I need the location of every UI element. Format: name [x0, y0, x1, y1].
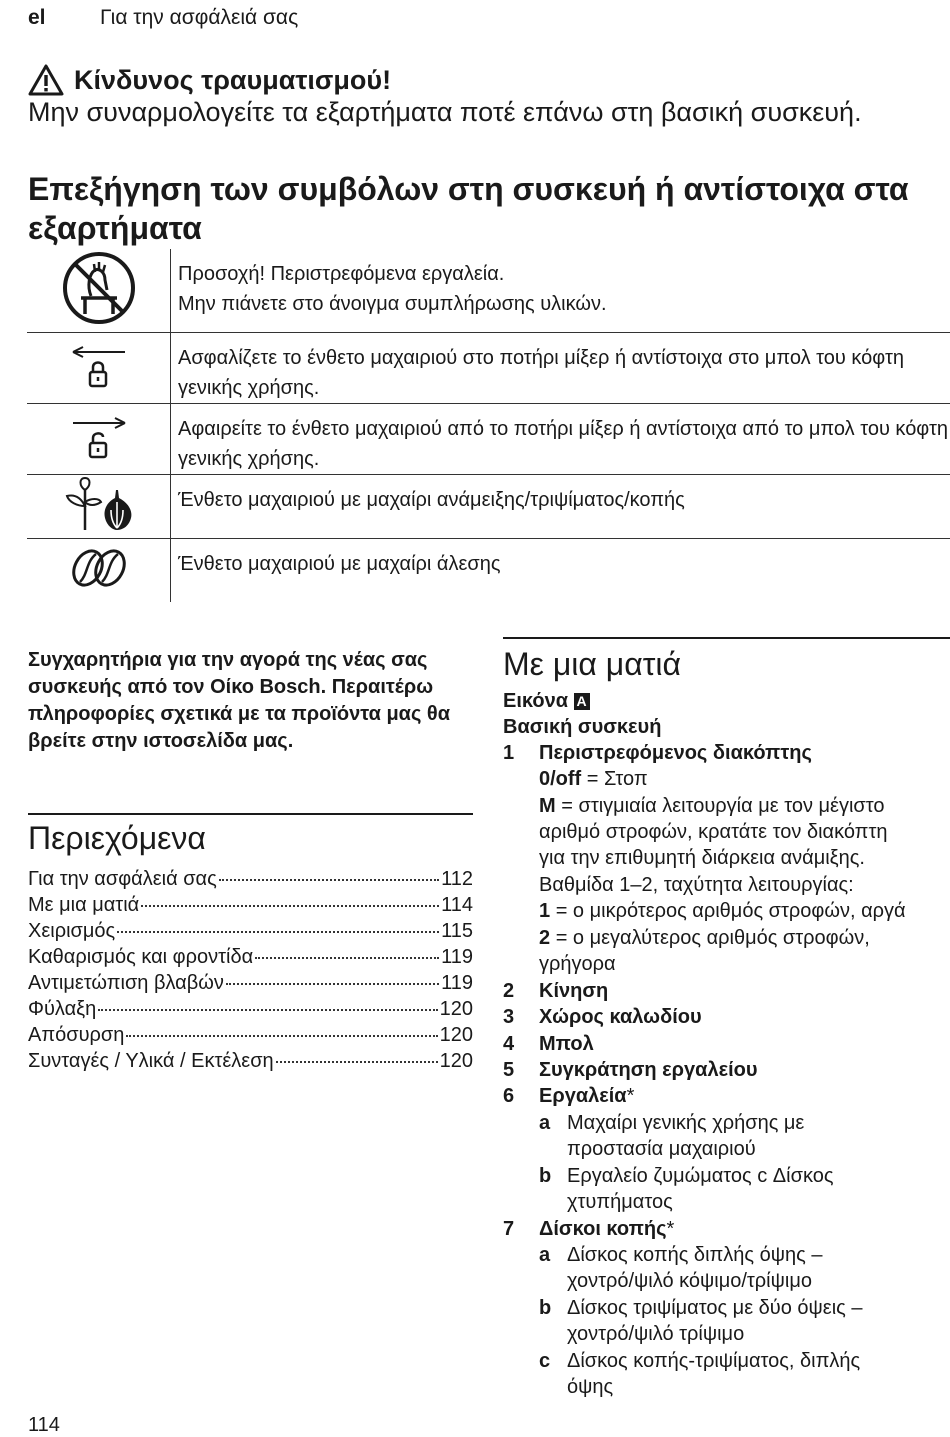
text-line: αριθμό στροφών, κρατάτε τον διακόπτη: [539, 819, 888, 845]
toc-item[interactable]: [28, 998, 473, 1021]
symbols-section-title: Επεξήγηση των συμβόλων στη συσκευή ή αντίστοιχα στα εξαρτήματα: [28, 170, 943, 248]
symbol-description: [171, 249, 950, 332]
divider: [503, 637, 950, 639]
warning-title: Κίνδυνος τραυματισμού!: [74, 64, 391, 96]
toc-leader: [219, 879, 439, 881]
toc-page: 120: [440, 1050, 473, 1073]
sub-item-text: προστασία μαχαιριού: [567, 1136, 756, 1162]
item-label: Περιστρεφόμενος διακόπτης: [539, 740, 812, 766]
text-line: για την επιθυμητή διάρκεια ανάμιξης.: [539, 845, 865, 871]
toc-leader: [255, 957, 439, 959]
symbol-row: [27, 403, 950, 474]
symbol-icon-cell: [27, 332, 171, 403]
figure-label: Εικόνα: [503, 690, 568, 712]
speed-level: [539, 898, 906, 924]
lock-arrow-icon: [69, 340, 129, 390]
divider: [28, 813, 473, 815]
asterisk: *: [627, 1085, 635, 1107]
intro-paragraph: Συγχαρητήρια για την αγορά της νέας σας συσκευής από τον Οίκο Bosch. Περαιτέρω πληροφορίες σχετικά με τα προϊόντα μας θα βρείτε στην ιστοσελίδα μας.: [28, 647, 473, 755]
toc-leader: [98, 1009, 437, 1011]
base-unit-heading: Βασική συσκευή: [503, 714, 661, 740]
toc-label: Απόσυρση: [28, 1024, 124, 1047]
symbol-icon-cell: [27, 249, 171, 332]
unlock-arrow-icon: [69, 411, 129, 461]
symbol-icon-cell: [27, 538, 171, 602]
switch-key: 0/off: [539, 768, 581, 790]
sub-item-text: χοντρό/ψιλό τρίψιμο: [567, 1321, 744, 1347]
no-hand-in-opening-icon: [61, 250, 137, 326]
sub-item-text: Δίσκος τριψίματος με δύο όψεις –: [567, 1295, 862, 1321]
toc-page: 120: [440, 1024, 473, 1047]
toc-item[interactable]: [28, 868, 473, 891]
toc-label: Με μια ματιά: [28, 894, 139, 917]
toc-leader: [226, 983, 439, 985]
item-number: 1: [503, 740, 514, 766]
item-heading: [539, 1216, 674, 1242]
toc-page: 119: [441, 972, 473, 995]
figure-letter-box: A: [574, 693, 590, 710]
sub-item-text: όψης: [567, 1374, 613, 1400]
symbol-row: [27, 474, 950, 538]
item-label: Συγκράτηση εργαλείου: [539, 1057, 758, 1083]
speed-level: [539, 925, 870, 951]
symbol-icon-cell: [27, 403, 171, 474]
toc-label: Χειρισμός: [28, 920, 115, 943]
sub-item-key: a: [539, 1110, 550, 1136]
text-line: γρήγορα: [539, 951, 616, 977]
symbol-description: [171, 474, 950, 538]
toc-leader: [126, 1035, 437, 1037]
sub-item-key: c: [539, 1348, 550, 1374]
item-heading: [539, 1083, 634, 1109]
toc-item[interactable]: [28, 894, 473, 917]
symbol-row: [27, 249, 950, 332]
item-number: 5: [503, 1057, 514, 1083]
switch-position: [539, 766, 648, 792]
item-number: 2: [503, 978, 514, 1004]
toc-page: 120: [440, 998, 473, 1021]
symbol-text-line: Ένθετο μαχαιριού με μαχαίρι ανάμειξης/τριψίματος/κοπής: [178, 485, 950, 515]
figure-reference: [503, 688, 590, 714]
toc-label: Καθαρισμός και φροντίδα: [28, 946, 253, 969]
symbol-row: [27, 332, 950, 403]
symbol-text-line: Προσοχή! Περιστρεφόμενα εργαλεία.: [178, 259, 950, 289]
herb-garlic-icon: [61, 476, 137, 532]
toc-item[interactable]: [28, 972, 473, 995]
symbol-text-line: Ένθετο μαχαιριού με μαχαίρι άλεσης: [178, 549, 950, 579]
toc-page: 114: [441, 894, 473, 917]
toc-title: Περιεχόμενα: [28, 820, 206, 857]
switch-text: = στιγμιαία λειτουργία με τον μέγιστο: [561, 795, 884, 817]
symbol-text-line: Αφαιρείτε το ένθετο μαχαιριού από το ποτήρι μίξερ ή αντίστοιχα από το μπολ του κόφτη γενικής χρήσης.: [178, 414, 950, 474]
sub-item-key: b: [539, 1295, 551, 1321]
symbol-icon-cell: [27, 474, 171, 538]
item-number: 3: [503, 1004, 514, 1030]
page-number: 114: [28, 1414, 60, 1437]
toc-page: 112: [441, 868, 473, 891]
symbol-description: [171, 538, 950, 602]
toc-item[interactable]: [28, 946, 473, 969]
toc-label: Συνταγές / Υλικά / Εκτέλεση: [28, 1050, 274, 1073]
toc-label: Φύλαξη: [28, 998, 96, 1021]
toc-leader: [141, 905, 439, 907]
symbol-row: [27, 538, 950, 602]
text-line: Βαθμίδα 1–2, ταχύτητα λειτουργίας:: [539, 872, 854, 898]
sub-item-key: a: [539, 1242, 550, 1268]
sub-item-text: Δίσκος κοπής-τριψίματος, διπλής: [567, 1348, 860, 1374]
asterisk: *: [667, 1218, 675, 1240]
header-language: el: [28, 6, 46, 30]
symbols-table: [27, 249, 950, 602]
header-section-title: Για την ασφάλειά σας: [100, 6, 298, 30]
sub-item-text: Δίσκος κοπής διπλής όψης –: [567, 1242, 822, 1268]
toc-label: Για την ασφάλειά σας: [28, 868, 217, 891]
toc-item[interactable]: [28, 1050, 473, 1073]
coffee-beans-icon: [64, 548, 134, 588]
item-number: 7: [503, 1216, 514, 1242]
item-label: Μπολ: [539, 1031, 594, 1057]
sub-item-text: Μαχαίρι γενικής χρήσης με: [567, 1110, 804, 1136]
warning-triangle-icon: [28, 64, 64, 96]
sub-item-key: b: [539, 1163, 551, 1189]
item-label: Εργαλεία: [539, 1085, 627, 1107]
speed-text: = ο μικρότερος αριθμός στροφών, αργά: [556, 900, 906, 922]
toc-page: 119: [441, 946, 473, 969]
symbol-description: [171, 332, 950, 403]
item-number: 6: [503, 1083, 514, 1109]
item-label: Χώρος καλωδίου: [539, 1004, 702, 1030]
warning-text: Μην συναρμολογείτε τα εξαρτήματα ποτέ επάνω στη βασική συσκευή.: [28, 96, 928, 128]
sub-item-text: Εργαλείο ζυμώματος c Δίσκος: [567, 1163, 833, 1189]
speed-key: 1: [539, 900, 550, 922]
toc-leader: [117, 931, 439, 933]
warning-block: [28, 64, 928, 128]
symbol-text-line: Ασφαλίζετε το ένθετο μαχαιριού στο ποτήρι μίξερ ή αντίστοιχα στο μπολ του κόφτη γενικής χρήσης.: [178, 343, 950, 403]
symbol-text-line: Μην πιάνετε στο άνοιγμα συμπλήρωσης υλικών.: [178, 289, 950, 319]
toc-page: 115: [441, 920, 473, 943]
item-number: 4: [503, 1031, 514, 1057]
sub-item-text: χοντρό/ψιλό κόψιμο/τρίψιμο: [567, 1268, 812, 1294]
switch-key: M: [539, 795, 556, 817]
toc-item[interactable]: [28, 920, 473, 943]
toc-item[interactable]: [28, 1024, 473, 1047]
speed-text: = ο μεγαλύτερος αριθμός στροφών,: [556, 927, 870, 949]
switch-text: = Στοπ: [587, 768, 648, 790]
item-label: Δίσκοι κοπής: [539, 1218, 667, 1240]
switch-position: [539, 793, 885, 819]
speed-key: 2: [539, 927, 550, 949]
symbol-description: [171, 403, 950, 474]
toc-leader: [276, 1061, 438, 1063]
toc-label: Αντιμετώπιση βλαβών: [28, 972, 224, 995]
item-label: Κίνηση: [539, 978, 608, 1004]
sub-item-text: χτυπήματος: [567, 1189, 673, 1215]
glance-title: Με μια ματιά: [503, 646, 681, 683]
